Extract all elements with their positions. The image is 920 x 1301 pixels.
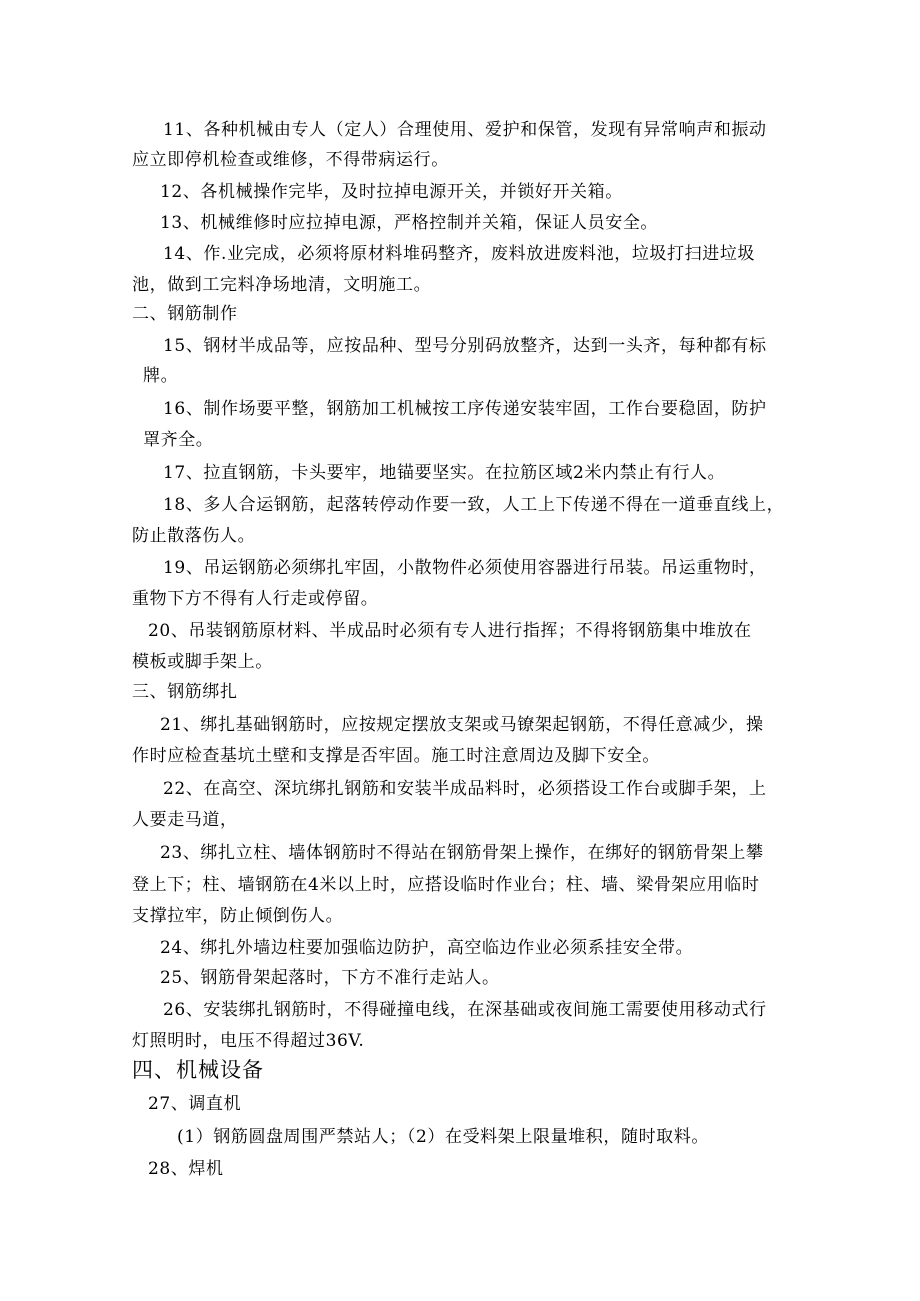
section-heading: 四、机械设备: [132, 1058, 264, 1082]
text-line: 牌。: [143, 366, 179, 386]
subheading: 27、调直机: [148, 1094, 242, 1114]
text-line: (1）钢筋圆盘周围严禁站人；（2）在受料架上限量堆积，随时取料。: [177, 1127, 709, 1147]
text-line: 支撑拉牢，防止倾倒伤人。: [132, 906, 344, 926]
text-line: 22、在高空、深坑绑扎钢筋和安装半成品料时，必须搭设工作台或脚手架，上: [163, 779, 767, 799]
text-line: 18、多人合运钢筋，起落转停动作要一致，人工上下传递不得在一道垂直线上，: [163, 495, 785, 515]
text-line: 灯照明时，电压不得超过36V.: [132, 1031, 365, 1051]
text-line: 21、绑扎基础钢筋时，应按规定摆放支架或马镣架起钢筋，不得任意减少，操: [160, 715, 764, 735]
text-line: 作时应检查基坑土壁和支撑是否牢固。施工时注意周边及脚下安全。: [132, 746, 660, 766]
text-line: 20、吊装钢筋原材料、半成品时必须有专人进行指挥；不得将钢筋集中堆放在: [148, 621, 752, 641]
text-line: 人要走马道，: [132, 810, 238, 830]
text-line: 罩齐全。: [143, 430, 214, 450]
text-line: 14、作.业完成，必须将原材料堆码整齐，废料放进废料池，垃圾打扫进垃圾: [163, 244, 756, 264]
text-line: 应立即停机检查或维修，不得带病运行。: [132, 150, 449, 170]
section-heading: 三、钢筋绑扎: [132, 682, 238, 702]
text-line: 12、各机械操作完毕，及时拉掉电源开关，并锁好开关箱。: [160, 182, 623, 202]
text-line: 25、钢筋骨架起落时，下方不准行走站人。: [160, 968, 500, 988]
subheading: 28、焊机: [148, 1159, 224, 1179]
text-line: 24、绑扎外墙边柱要加强临边防护，高空临边作业必须系挂安全带。: [160, 938, 694, 958]
text-line: 池，做到工完料净场地清，文明施工。: [132, 275, 432, 295]
text-line: 重物下方不得有人行走或停留。: [132, 589, 379, 609]
text-line: 26、安装绑扎钢筋时，不得碰撞电线，在深基础或夜间施工需要使用移动式行: [163, 1000, 767, 1020]
text-line: 11、各种机械由专人（定人）合理使用、爱护和保管，发现有异常响声和振动: [163, 120, 767, 140]
text-line: 23、绑扎立柱、墙体钢筋时不得站在钢筋骨架上操作，在绑好的钢筋骨架上攀: [160, 843, 764, 863]
text-line: 防止散落伤人。: [132, 526, 256, 546]
text-line: 13、机械维修时应拉掉电源，严格控制并关箱，保证人员安全。: [160, 213, 659, 233]
text-line: 16、制作场要平整，钢筋加工机械按工序传递安装牢固，工作台要稳固，防护: [163, 399, 767, 419]
text-line: 15、钢材半成品等，应按品种、型号分别码放整齐，达到一头齐，每种都有标: [163, 336, 767, 356]
text-line: 17、拉直钢筋，卡头要牢，地锚要坚实。在拉筋区域2米内禁止有行人。: [163, 463, 726, 483]
text-line: 模板或脚手架上。: [132, 652, 273, 672]
section-heading: 二、钢筋制作: [132, 304, 238, 324]
text-line: 登上下；柱、墙钢筋在4米以上时，应搭设临时作业台；柱、墙、梁骨架应用临时: [132, 875, 760, 895]
text-line: 19、吊运钢筋必须绑扎牢固，小散物件必须使用容器进行吊装。吊运重物时，: [163, 558, 767, 578]
